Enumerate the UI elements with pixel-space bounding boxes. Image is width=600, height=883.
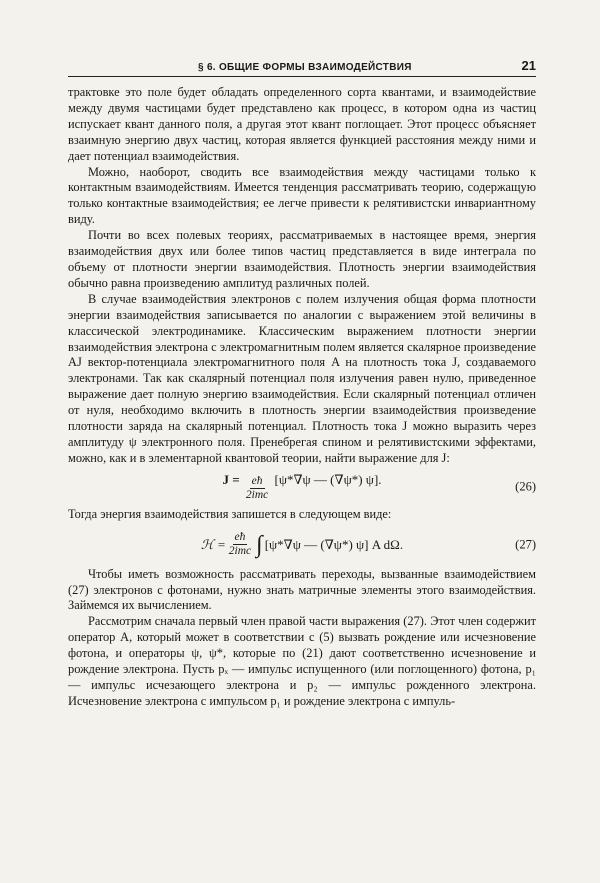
equation-27 [68,525,536,565]
eq26-frac-den: 2imc [245,488,269,501]
paragraph-1: трактовке это поле будет обладать определенного сорта квантами, и взаимодействие между двумя частицами будет представлено как процесс, в котором одна из частиц испускает квант данного поля, а другая этот квант поглощает. Этот процесс объясняет взаимную энергию двух частиц, которая является функцией расстояния между ними и дает потенциал взаимодействия. [68,85,536,163]
page [68,58,536,710]
eq26-frac-num: eħ [251,474,263,487]
integral-sign: ∫ [256,531,263,558]
eq27-frac-num: eħ [234,531,246,544]
paragraph-4: В случае взаимодействия электронов с полем излучения общая форма плотности энергии взаимодействия записывается по аналогии с выражением этой величины в классической электродинамике. Классическим выражением плотности энергии взаимодействия электрона с электромагнитным полем является скалярное произведение AJ вектор-потенциала электромагнитного поля A на плотность тока J, создаваемого электронами. Так как скалярный потенциал поля излучения равен нулю, приведенное выражение дает полную энергию взаимодействия. Если скалярный потенциал отличен от нуля, необходимо включить в плотность энергии взаимодействия произведение плотности заряда на скалярный потенциал. Плотность тока J можно выразить через амплитуду ψ электронного поля. Пренебрегая спином и релятивистскими эффектами, можно, как и в элементарной квантовой теории, найти выражение для J: [68,291,536,465]
eq27-lhs: ℋ = [200,536,226,552]
section-title: § 6. ОБЩИЕ ФОРМЫ ВЗАИМОДЕЙСТВИЯ [198,62,412,73]
running-header [68,58,536,77]
eq26-rhs: [ψ*∇ψ — (∇ψ*) ψ]. [274,471,382,487]
eq27-rhs: [ψ*∇ψ — (∇ψ*) ψ] A dΩ. [264,536,404,552]
paragraph-3: Почти во всех полевых теориях, рассматриваемых в настоящее время, энергия взаимодействия двух или более типов частиц представляется в виде интеграла по объему от плотности энергии взаимодействия. Плотность энергии взаимодействия обычно равна произведению амплитуд различных полей. [68,228,536,290]
equation-26 [68,469,536,505]
eq27-frac-den: 2imc [228,545,252,558]
eq26-lhs: J = [222,471,240,487]
page-number: 21 [521,58,536,73]
paragraph-6: Чтобы иметь возможность рассматривать переходы, вызванные взаимодействием (27) электронов с фотонами, нужно знать матричные элементы этого взаимодействия. Займемся их вычислением. [68,566,536,613]
eq26-number: (26) [515,479,536,494]
eq27-number: (27) [515,537,536,552]
paragraph-2: Можно, наоборот, сводить все взаимодействия между частицами только к контактным взаимодействиям. Имеется тенденция рассматривать теорию, содержащую только контактные взаимодействия; ее легче привести к релятивистски инвариантному виду. [68,164,536,227]
eq26-fraction [246,475,268,502]
paragraph-5: Тогда энергия взаимодействия запишется в следующем виде: [68,506,392,521]
eq27-fraction [229,531,251,558]
paragraph-7: Рассмотрим сначала первый член правой части выражения (27). Этот член содержит оператор A, который может в соответствии с (5) вызвать рождение или исчезновение фотона, и операторы ψ, ψ*, которые по (21) дают соответственно исчезновение и рождение электрона. Пусть pₓ — импульс испущенного (или поглощенного) фотона, p₁ — импульс исчезающего электрона и p₂ — импульс рожденного электрона. Исчезновение электрона с импульсом p₁ и рождение электрона с импуль- [68,614,536,708]
